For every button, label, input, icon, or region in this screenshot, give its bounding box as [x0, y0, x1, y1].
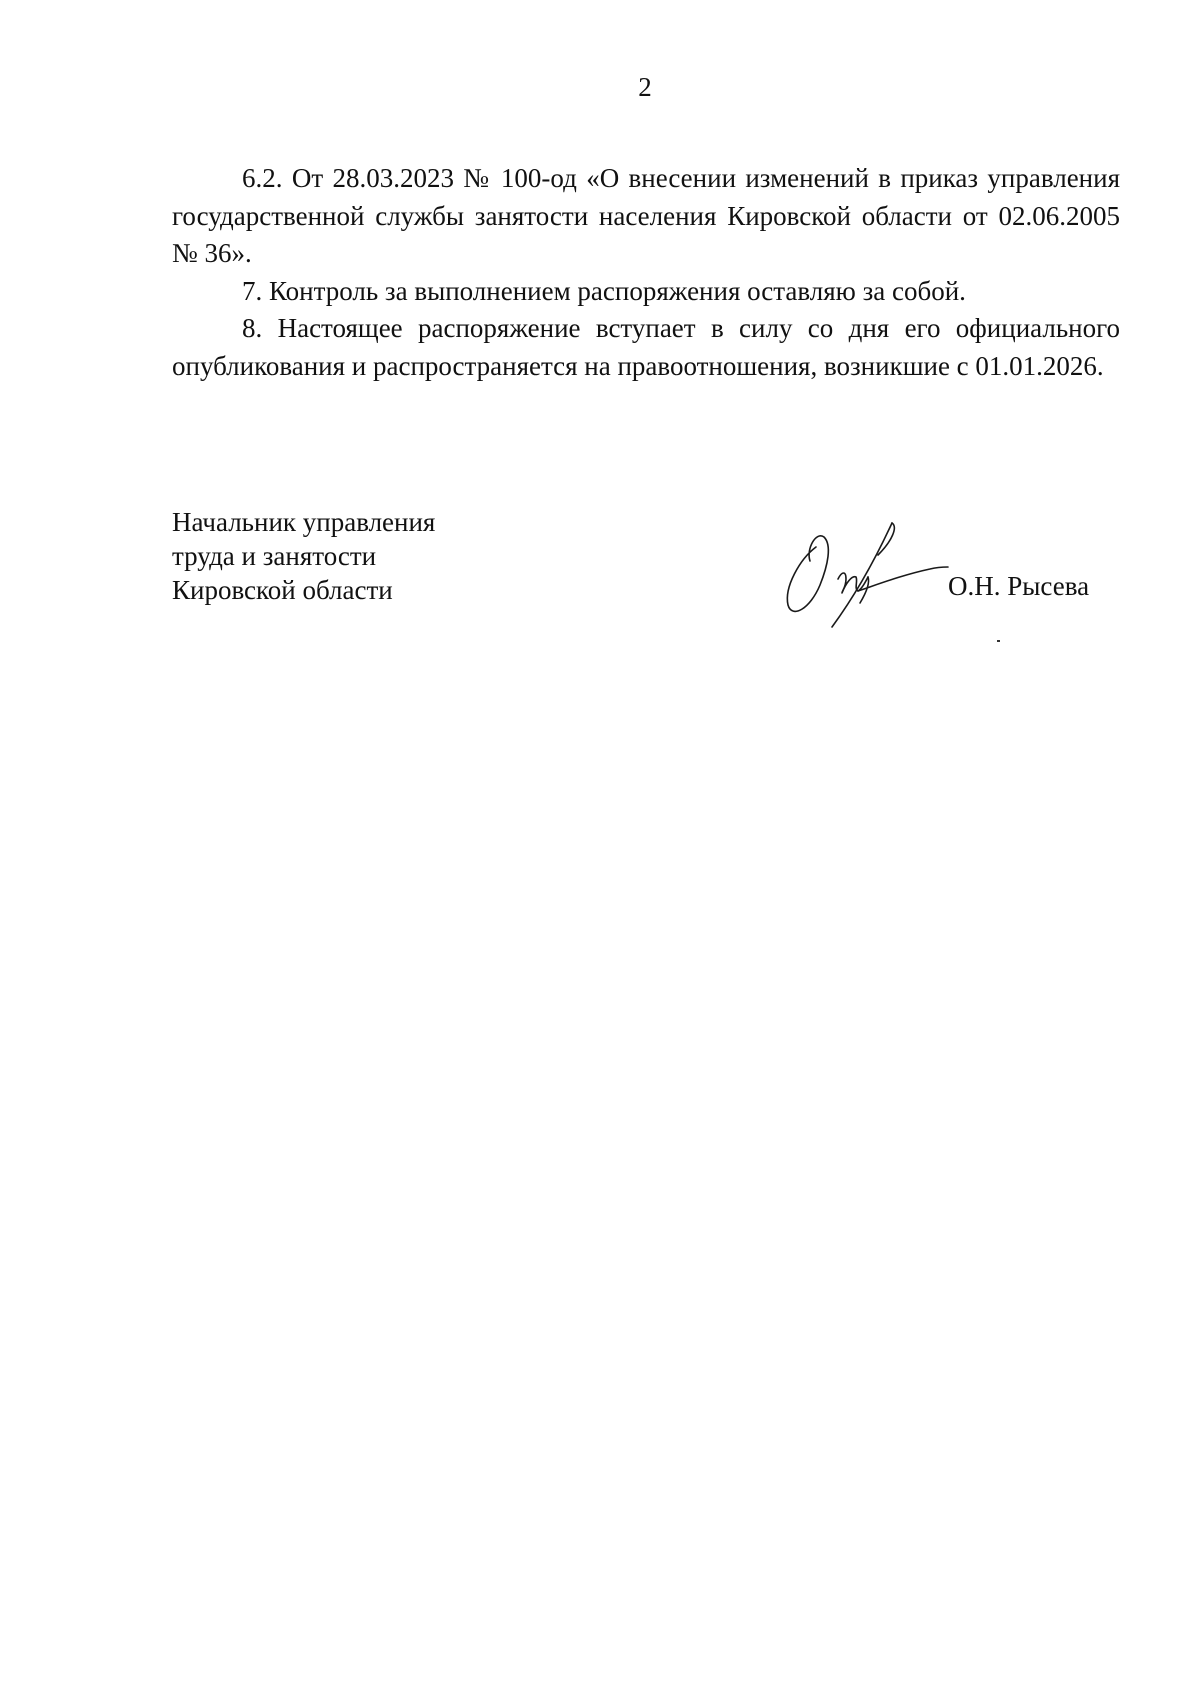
- signature-block: [172, 505, 1120, 645]
- page-number: 2: [638, 72, 652, 102]
- signer-position-line-1: Начальник управления: [172, 507, 436, 537]
- handwritten-signature-icon: [780, 519, 950, 631]
- document-body: [172, 160, 1120, 385]
- paragraph-6-2: 6.2. От 28.03.2023 № 100-од «О внесении изменений в приказ управления государственной службы занятости населения Кировской области от 02.06.2005 № 36».: [172, 163, 1120, 268]
- paragraph-8: 8. Настоящее распоряжение вступает в силу со дня его официального опубликования и распространяется на правоотношения, возникшие с 01.01.2026.: [172, 313, 1120, 381]
- paragraph-7: 7. Контроль за выполнением распоряжения оставляю за собой.: [242, 275, 966, 306]
- signer-name: О.Н. Рысева: [948, 571, 1090, 601]
- signer-position-line-3: Кировской области: [172, 575, 393, 605]
- signer-position-line-2: труда и занятости: [172, 541, 377, 571]
- signer-position: [172, 505, 435, 607]
- scan-speck: [997, 640, 1000, 642]
